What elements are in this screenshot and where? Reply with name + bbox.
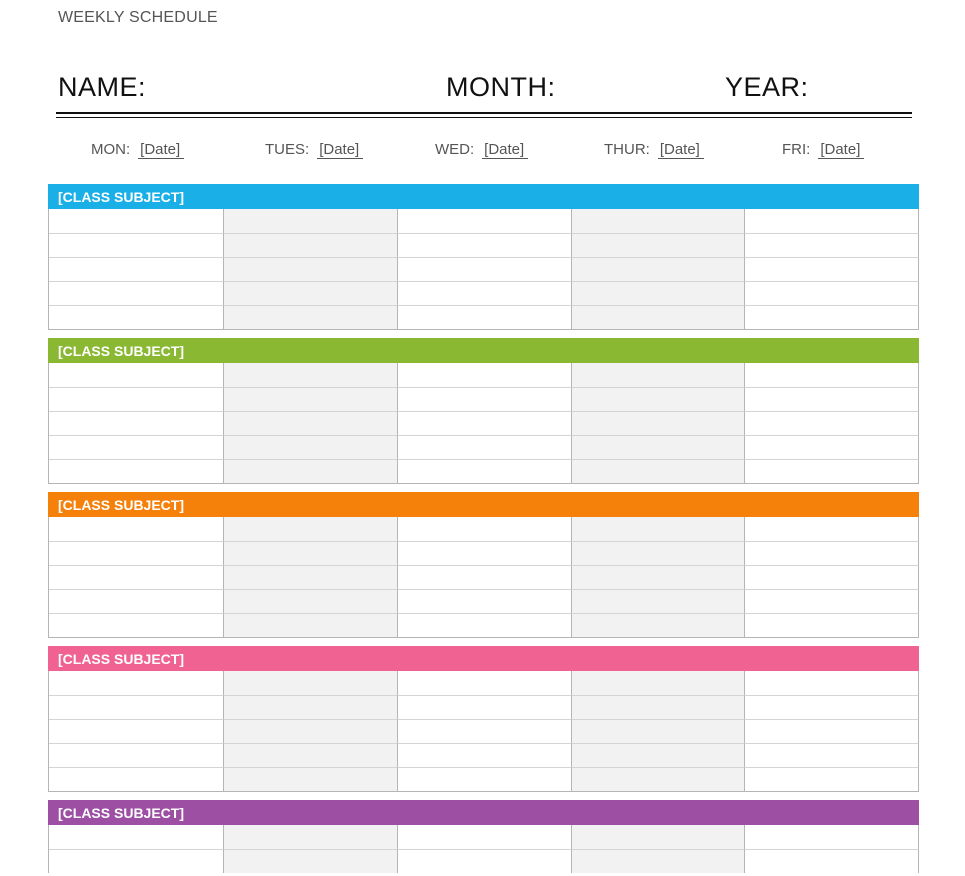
schedule-cell[interactable] [224, 233, 398, 257]
class-section [48, 338, 919, 484]
schedule-cell[interactable] [745, 281, 919, 305]
class-subject-header[interactable]: [CLASS SUBJECT] [48, 492, 919, 517]
day-thur [604, 141, 704, 158]
page-title: WEEKLY SCHEDULE [58, 9, 218, 26]
schedule-cell[interactable] [572, 363, 745, 387]
name-label: NAME: [58, 72, 147, 102]
schedule-cell[interactable] [49, 363, 224, 387]
schedule-cell[interactable] [745, 387, 919, 411]
schedule-cell[interactable] [224, 695, 398, 719]
schedule-cell[interactable] [49, 517, 224, 541]
schedule-cell[interactable] [745, 849, 919, 873]
schedule-cell[interactable] [745, 613, 919, 637]
schedule-cell[interactable] [398, 613, 572, 637]
day-date-field[interactable]: [Date] [658, 141, 704, 159]
schedule-cell[interactable] [49, 459, 224, 483]
schedule-cell[interactable] [745, 363, 919, 387]
day-label: WED: [435, 141, 475, 158]
schedule-grid [48, 517, 919, 638]
schedule-cell[interactable] [398, 305, 572, 329]
schedule-cell[interactable] [398, 281, 572, 305]
schedule-cell[interactable] [572, 233, 745, 257]
schedule-cell[interactable] [49, 743, 224, 767]
schedule-cell[interactable] [398, 849, 572, 873]
schedule-cell[interactable] [572, 209, 745, 233]
schedule-cell[interactable] [49, 565, 224, 589]
class-section [48, 184, 919, 330]
schedule-cell[interactable] [398, 541, 572, 565]
schedule-cell[interactable] [745, 305, 919, 329]
schedule-cell[interactable] [398, 257, 572, 281]
schedule-cell[interactable] [398, 363, 572, 387]
schedule-cell[interactable] [745, 541, 919, 565]
schedule-cell[interactable] [745, 767, 919, 791]
schedule-cell[interactable] [398, 719, 572, 743]
schedule-cell[interactable] [398, 435, 572, 459]
class-subject-header[interactable]: [CLASS SUBJECT] [48, 646, 919, 671]
class-section [48, 492, 919, 638]
schedule-cell[interactable] [745, 517, 919, 541]
schedule-cell[interactable] [224, 411, 398, 435]
class-subject-header[interactable]: [CLASS SUBJECT] [48, 800, 919, 825]
schedule-cell[interactable] [224, 613, 398, 637]
schedule-cell[interactable] [398, 387, 572, 411]
day-wed [435, 141, 528, 158]
schedule-cell[interactable] [49, 613, 224, 637]
schedule-cell[interactable] [572, 719, 745, 743]
schedule-cell[interactable] [572, 671, 745, 695]
schedule-cell[interactable] [745, 435, 919, 459]
schedule-cell[interactable] [398, 767, 572, 791]
schedule-grid [48, 825, 919, 873]
schedule-cell[interactable] [745, 825, 919, 849]
schedule-cell[interactable] [224, 671, 398, 695]
schedule-cell[interactable] [572, 459, 745, 483]
header-row [56, 70, 912, 110]
schedule-cell[interactable] [49, 435, 224, 459]
schedule-grid [48, 671, 919, 792]
schedule-cell[interactable] [49, 257, 224, 281]
schedule-cell[interactable] [224, 305, 398, 329]
schedule-cell[interactable] [224, 565, 398, 589]
day-label: MON: [91, 141, 131, 158]
day-label: THUR: [604, 141, 650, 158]
schedule-cell[interactable] [49, 281, 224, 305]
schedule-cell[interactable] [49, 541, 224, 565]
schedule-cell[interactable] [398, 825, 572, 849]
schedule-cell[interactable] [745, 565, 919, 589]
schedule-cell[interactable] [745, 209, 919, 233]
schedule-cell[interactable] [745, 719, 919, 743]
day-label: FRI: [782, 141, 811, 158]
schedule-cell[interactable] [49, 233, 224, 257]
schedule-cell[interactable] [572, 257, 745, 281]
schedule-cell[interactable] [224, 459, 398, 483]
schedule-cell[interactable] [398, 459, 572, 483]
schedule-cell[interactable] [49, 719, 224, 743]
schedule-cell[interactable] [398, 411, 572, 435]
schedule-cell[interactable] [398, 209, 572, 233]
schedule-cell[interactable] [224, 589, 398, 613]
schedule-cell[interactable] [572, 849, 745, 873]
schedule-cell[interactable] [572, 387, 745, 411]
schedule-cell[interactable] [572, 825, 745, 849]
schedule-cell[interactable] [49, 767, 224, 791]
schedule-cell[interactable] [224, 541, 398, 565]
class-subject-header[interactable]: [CLASS SUBJECT] [48, 184, 919, 209]
schedule-cell[interactable] [224, 257, 398, 281]
day-mon [91, 141, 184, 158]
schedule-cell[interactable] [398, 743, 572, 767]
day-fri [782, 141, 864, 158]
schedule-cell[interactable] [572, 281, 745, 305]
schedule-cell[interactable] [572, 541, 745, 565]
class-section [48, 800, 919, 873]
schedule-cell[interactable] [49, 671, 224, 695]
day-date-field[interactable]: [Date] [482, 141, 528, 159]
schedule-cell[interactable] [745, 589, 919, 613]
schedule-cell[interactable] [224, 767, 398, 791]
class-subject-header[interactable]: [CLASS SUBJECT] [48, 338, 919, 363]
class-section [48, 646, 919, 792]
schedule-cell[interactable] [572, 435, 745, 459]
schedule-cell[interactable] [224, 387, 398, 411]
schedule-cell[interactable] [224, 849, 398, 873]
header-rule-thin [56, 117, 912, 118]
schedule-cell[interactable] [224, 719, 398, 743]
schedule-cell[interactable] [398, 671, 572, 695]
schedule-cell[interactable] [572, 743, 745, 767]
schedule-cell[interactable] [745, 257, 919, 281]
schedule-cell[interactable] [398, 695, 572, 719]
schedule-cell[interactable] [224, 281, 398, 305]
schedule-cell[interactable] [224, 209, 398, 233]
schedule-grid [48, 363, 919, 484]
schedule-cell[interactable] [745, 411, 919, 435]
schedule-cell[interactable] [49, 387, 224, 411]
schedule-cell[interactable] [572, 589, 745, 613]
day-date-field[interactable]: [Date] [317, 141, 363, 159]
month-label: MONTH: [446, 72, 556, 102]
schedule-cell[interactable] [572, 411, 745, 435]
day-label: TUES: [265, 141, 310, 158]
schedule-cell[interactable] [49, 589, 224, 613]
schedule-cell[interactable] [224, 435, 398, 459]
schedule-cell[interactable] [49, 209, 224, 233]
schedule-cell[interactable] [398, 565, 572, 589]
schedule-cell[interactable] [224, 825, 398, 849]
schedule-cell[interactable] [572, 305, 745, 329]
header-rule-thick [56, 112, 912, 114]
schedule-cell[interactable] [572, 565, 745, 589]
schedule-cell[interactable] [49, 695, 224, 719]
schedule-cell[interactable] [745, 459, 919, 483]
schedule-cell[interactable] [572, 517, 745, 541]
schedule-cell[interactable] [745, 695, 919, 719]
day-tues [265, 141, 363, 158]
schedule-cell[interactable] [224, 743, 398, 767]
days-row [48, 141, 918, 163]
schedule-cell[interactable] [49, 305, 224, 329]
schedule-cell[interactable] [224, 363, 398, 387]
schedule-cell[interactable] [572, 767, 745, 791]
schedule-cell[interactable] [745, 671, 919, 695]
year-label: YEAR: [725, 72, 809, 102]
schedule-grid [48, 209, 919, 330]
schedule-cell[interactable] [745, 233, 919, 257]
schedule-cell[interactable] [572, 695, 745, 719]
schedule-cell[interactable] [49, 849, 224, 873]
schedule-cell[interactable] [49, 411, 224, 435]
schedule-cell[interactable] [224, 517, 398, 541]
day-date-field[interactable]: [Date] [138, 141, 184, 159]
schedule-cell[interactable] [49, 825, 224, 849]
schedule-cell[interactable] [398, 589, 572, 613]
day-date-field[interactable]: [Date] [818, 141, 864, 159]
schedule-cell[interactable] [398, 233, 572, 257]
schedule-cell[interactable] [398, 517, 572, 541]
schedule-cell[interactable] [572, 613, 745, 637]
schedule-cell[interactable] [745, 743, 919, 767]
